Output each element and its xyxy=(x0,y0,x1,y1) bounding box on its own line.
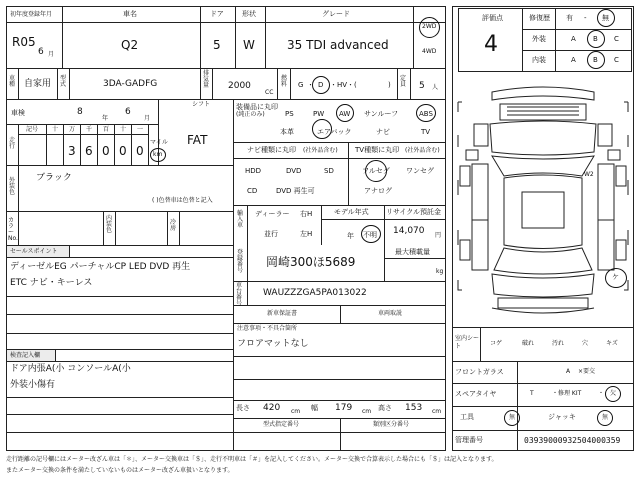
first-reg-label: 初年度登録年月 xyxy=(10,11,53,18)
sales-point-line1: ディーゼルEG パーチャルCP LED DVD 再生 xyxy=(10,262,191,272)
displacement: 2000 xyxy=(228,81,251,91)
inspection-month: 6 xyxy=(125,107,131,117)
usage-label: 車種 xyxy=(9,75,16,88)
equipment-navi: ナビ xyxy=(376,128,390,136)
equipment-aw: AW xyxy=(339,110,351,118)
navi-title: ナビ種類に丸印 xyxy=(247,146,296,154)
length-value: 420 xyxy=(263,403,281,413)
notes-label: 注意事項・不具合箇所 xyxy=(237,325,298,332)
main-form-frame xyxy=(6,6,446,451)
doors: 5 xyxy=(213,38,221,52)
exterior-a: A xyxy=(571,35,576,43)
equipment-sunroof: サンルーフ xyxy=(364,110,399,118)
recycle-label: リサイクル預託金 xyxy=(386,208,442,216)
equipment-abs: ABS xyxy=(419,110,433,118)
spare-tire-label: スペアタイヤ xyxy=(455,390,497,398)
length-unit: cm xyxy=(291,408,301,415)
mileage-unit-2: 千 xyxy=(86,126,93,133)
mileage-unit-1: 万 xyxy=(69,126,76,133)
equipment-title: 装備品に丸印 xyxy=(236,103,278,111)
grade-label: グレード xyxy=(322,10,350,18)
repair-dash: - xyxy=(584,14,587,22)
interior-seat-label: 室内シート xyxy=(455,335,480,351)
mileage-mile: マイル xyxy=(150,139,168,146)
mileage-digit: 0 xyxy=(136,144,144,158)
capacity-unit: 人 xyxy=(432,84,439,91)
interior-b: B xyxy=(593,56,598,64)
color-label: 外装色 xyxy=(9,177,16,196)
mileage-km: km xyxy=(153,151,163,158)
footer-note xyxy=(6,455,634,475)
tv-title: TV種類に丸印 xyxy=(355,146,400,154)
shape: W xyxy=(243,38,255,52)
glass-replace: ×要交 xyxy=(578,368,596,375)
navi-dvd: DVD xyxy=(286,167,302,175)
repair-yes: 有 xyxy=(566,14,573,22)
mileage-digit: 6 xyxy=(85,144,93,158)
plate-number: 岡崎300ほ5689 xyxy=(266,255,356,269)
tv-sub: (社外品含む) xyxy=(405,147,440,154)
mileage-digit: 0 xyxy=(119,144,127,158)
model-year-unit: 年 xyxy=(347,232,354,240)
cc-unit: CC xyxy=(265,89,274,96)
spare-t: T xyxy=(530,390,534,397)
color-value: ブラック xyxy=(36,173,72,183)
seat-burn: コゲ xyxy=(490,340,503,347)
mileage-unit-3: 百 xyxy=(103,126,110,133)
tools-none: 無 xyxy=(509,414,516,421)
defect-mark: ケ xyxy=(612,273,619,281)
exterior-b: B xyxy=(593,35,598,43)
height-unit: cm xyxy=(432,408,442,415)
chassis-number: WAUZZZGA5PA013022 xyxy=(263,288,367,298)
jack-label: ジャッキ xyxy=(548,413,576,421)
tv-analog: アナログ xyxy=(364,187,392,195)
model-year-label: モデル年式 xyxy=(334,208,369,216)
car-name: Q2 xyxy=(121,38,139,52)
width-label: 幅 xyxy=(311,404,318,412)
cooling-label: 冷房 xyxy=(170,219,177,232)
navi-sub: (社外品含む) xyxy=(303,147,338,154)
import-left-hand: 左H xyxy=(300,230,313,238)
equipment-tv: TV xyxy=(421,128,431,136)
seat-dirt: 汚れ xyxy=(552,340,565,347)
inspection-year-unit: 年 xyxy=(102,115,109,122)
navi-hdd: HDD xyxy=(245,167,262,175)
fuel-g: G xyxy=(298,81,304,89)
sales-point-line2: ETC ナビ・キーレス xyxy=(10,278,93,288)
equipment-pw: PW xyxy=(313,110,325,118)
navi-sd: SD xyxy=(324,167,334,175)
drive-2wd: 2WD xyxy=(422,23,437,30)
width-unit: cm xyxy=(362,408,372,415)
mileage-digit: 3 xyxy=(68,144,76,158)
mileage-unit-0: 十 xyxy=(52,126,59,133)
interior-color-label: 内装色 xyxy=(106,215,113,234)
mileage-digit: 0 xyxy=(102,144,110,158)
diagram-note: W2 xyxy=(584,171,594,178)
fuel-hv: HV・( xyxy=(337,81,357,89)
max-load-unit: kg xyxy=(436,268,444,275)
tv-oneseg: ワンセグ xyxy=(406,167,434,175)
capacity-label: 定員 xyxy=(400,75,407,88)
height-label: 高さ xyxy=(378,404,392,412)
color-note: ( )色替車は色替と記入 xyxy=(152,197,213,204)
interior-label: 内装 xyxy=(532,56,546,64)
plate-label: 登録番号 xyxy=(237,249,244,274)
equipment-leather: 本革 xyxy=(280,128,294,136)
seat-tear: 破れ xyxy=(522,340,535,347)
navi-dvd-play: DVD 再生可 xyxy=(276,187,315,195)
capacity: 5 xyxy=(419,81,425,91)
inspector-line1: ドア内張A(小 コンソールA(小 xyxy=(10,364,131,374)
front-glass-label: フロントガラス xyxy=(455,368,504,376)
car-name-label: 車名 xyxy=(123,10,137,18)
disp-label: 排気量 xyxy=(203,70,210,89)
mileage-unit-5: 一 xyxy=(137,126,144,133)
repair-label: 修復歴 xyxy=(529,14,550,22)
recycle-amount: 14,070 xyxy=(393,226,425,236)
spare-missing: 欠 xyxy=(610,390,617,397)
mileage-unit-symbol: 記号 xyxy=(26,126,39,133)
exterior-c: C xyxy=(614,35,619,43)
import-right-hand: 右H xyxy=(300,210,313,218)
seat-scratch: キズ xyxy=(606,340,618,347)
model-year-unknown: 不明 xyxy=(363,231,377,239)
chassis-label: 車台番号 xyxy=(236,282,243,307)
navi-cd: CD xyxy=(247,187,258,195)
mgmt-label: 管理番号 xyxy=(455,436,483,444)
first-reg-era: R05 xyxy=(12,35,36,49)
fuel-label: 燃料 xyxy=(281,75,288,88)
import-dealer: ディーラー xyxy=(255,210,290,218)
sales-point-label: セールスポイント xyxy=(10,248,58,255)
fuel-close: ) xyxy=(388,81,391,89)
recycle-yen: 円 xyxy=(435,232,442,239)
inspection-year: 8 xyxy=(77,107,83,117)
height-value: 153 xyxy=(405,403,423,413)
tools-label: 工具 xyxy=(460,413,474,421)
exterior-label: 外装 xyxy=(532,35,546,43)
repair-no: 無 xyxy=(602,14,609,22)
new-warranty: 新車保証書 xyxy=(267,310,298,317)
notes-line1: フロアマットなし xyxy=(237,339,309,349)
glass-a: A xyxy=(566,368,571,375)
inspection-label: 車検 xyxy=(11,109,25,117)
spare-dot: ・ xyxy=(598,390,605,397)
shift-label: シフト xyxy=(192,101,211,108)
color-no-label: カラーNo. xyxy=(8,217,18,242)
inspector-label: 検査記入欄 xyxy=(10,352,41,359)
car-diagram xyxy=(452,80,634,322)
seat-hole: 穴 xyxy=(582,340,589,347)
mileage-unit-4: 十 xyxy=(120,126,127,133)
interior-c: C xyxy=(614,56,619,64)
grade: 35 TDI advanced xyxy=(287,38,389,52)
spare-kit: ・修理 KIT xyxy=(552,390,582,397)
length-label: 長さ xyxy=(236,404,250,412)
vehicle-manual: 車両取説 xyxy=(378,310,403,317)
tv-fullseg: フルセグ xyxy=(362,167,390,175)
type-number-label: 型式指定番号 xyxy=(263,421,300,428)
width-value: 179 xyxy=(335,403,353,413)
score-value: 4 xyxy=(484,32,498,57)
door-label: ドア xyxy=(210,10,224,18)
drive-4wd: 4WD xyxy=(422,48,437,55)
inspection-month-unit: 月 xyxy=(144,115,151,122)
mgmt-number: 03939000932504000359 xyxy=(524,436,621,445)
score-label: 評価点 xyxy=(482,14,503,22)
jack-none: 無 xyxy=(602,414,609,421)
import-parallel: 並行 xyxy=(264,230,278,238)
shape-label: 形状 xyxy=(242,10,256,18)
import-label: 輸入車 xyxy=(237,210,244,229)
first-reg-month-unit: 月 xyxy=(48,51,55,58)
inspector-line2: 外装小傷有 xyxy=(10,380,56,390)
model: 3DA-GADFG xyxy=(103,79,158,89)
first-reg-month: 6 xyxy=(38,47,44,57)
footer-line2: またメーター交換の条件を満たしていないものはメーター改ざん車扱いとなります。 xyxy=(6,467,234,474)
equipment-airbag: エアバック xyxy=(317,128,352,136)
model-label: 型式 xyxy=(60,75,67,88)
equipment-sub: (純正のみ) xyxy=(236,111,265,118)
fuel-d: D xyxy=(318,81,324,89)
usage: 自家用 xyxy=(24,79,52,89)
class-number-label: 類別区分番号 xyxy=(373,421,410,428)
mileage-label: 走行 xyxy=(9,137,16,150)
equipment-ps: PS xyxy=(285,110,294,118)
max-load-label: 最大積載量 xyxy=(395,248,430,256)
interior-a: A xyxy=(571,56,576,64)
shift: FAT xyxy=(187,133,208,147)
footer-line1: 走行距離の記号欄にはメーター改ざん車は「＊」、メーター交換車は「＄」、走行不明車は「＃」を記入してください。メーター交換で合算表示した場合にも「＄」は記入となります。 xyxy=(6,456,498,463)
